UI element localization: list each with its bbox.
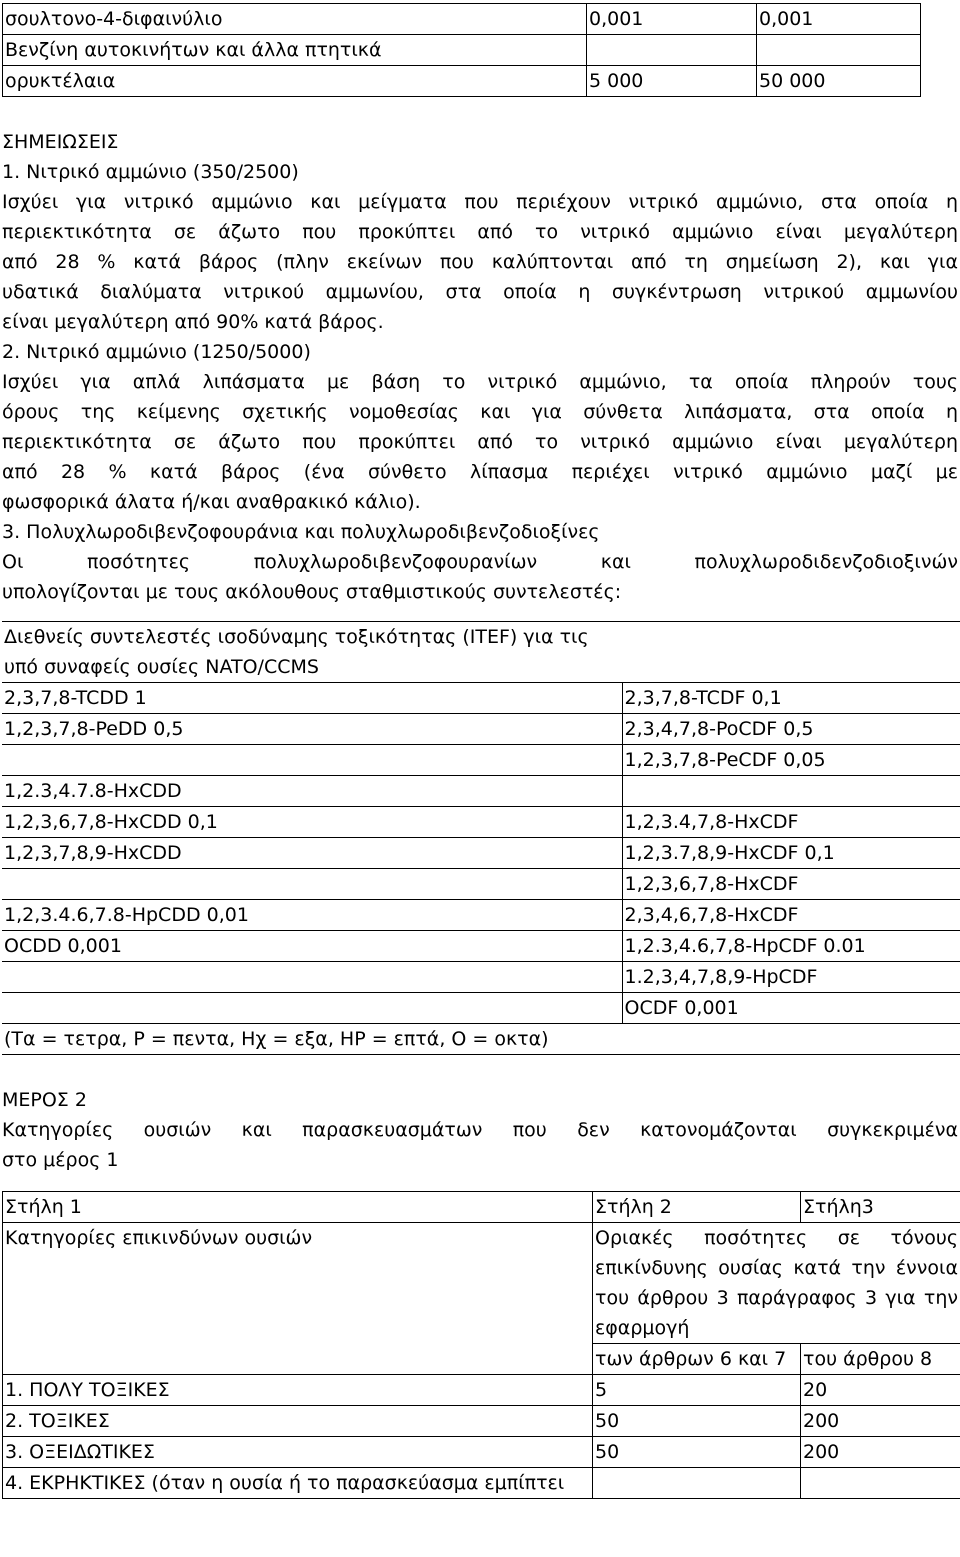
table-cell: 0,001 (757, 4, 921, 35)
itef-left-cell: 1,2,3,6,7,8-HxCDD 0,1 (2, 807, 622, 838)
category-cell (801, 1468, 960, 1499)
table-cell: 50 000 (757, 66, 921, 97)
note-line: είναι μεγαλύτερη από 90% κατά βάρος. (2, 311, 384, 333)
notes-section (2, 127, 958, 607)
itef-left-cell: 1,2,3,7,8,9-HxCDD (2, 838, 622, 869)
itef-row (2, 714, 960, 745)
category-row (3, 1437, 960, 1468)
note-line: Ισχύει για νιτρικό αμμώνιο και μείγματα που περιέχουν νιτρικό αμμώνιο, στα οποία η (2, 191, 958, 213)
table-row (3, 66, 921, 97)
table-row (3, 35, 921, 66)
category-cell: 200 (801, 1437, 960, 1468)
itef-right-cell: 1.2,3,4,7,8,9-HpCDF (622, 962, 960, 993)
col2-subheader: των άρθρων 6 και 7 (593, 1344, 801, 1375)
itef-right-cell: 1,2.3,4.6,7,8-HpCDF 0.01 (622, 931, 960, 962)
note-line: Ισχύει για απλά λιπάσματα με βάση το νιτρικό αμμώνιο, τα οποία πληρούν τους (2, 371, 958, 393)
itef-row (2, 869, 960, 900)
itef-right-cell: 1,2,3,7,8-PeCDF 0,05 (622, 745, 960, 776)
category-cell: 20 (801, 1375, 960, 1406)
category-cell (593, 1468, 801, 1499)
table-cell: σουλτονο-4-διφαινύλιο (3, 4, 587, 35)
category-cell: 200 (801, 1406, 960, 1437)
note-line: περιεκτικότητα σε άζωτο που προκύπτει από το νιτρικό αμμώνιο είναι μεγαλύτερη (2, 221, 958, 243)
part2-desc-line1: Κατηγορίες ουσιών και παρασκευασμάτων που δεν κατονομάζονται συγκεκριμένα (2, 1119, 958, 1141)
note-2-text (2, 367, 958, 517)
itef-table (2, 621, 960, 1055)
note-line: φωσφορικά άλατα ή/και αναθρακικό κάλιο). (2, 491, 421, 513)
table-cell (757, 35, 921, 66)
part2-section (2, 1085, 958, 1175)
itef-row (2, 683, 960, 714)
header-col1: Στήλη 1 (3, 1192, 593, 1223)
table-row (3, 4, 921, 35)
itef-title-line1: Διεθνείς συντελεστές ισοδύναμης τοξικότητας (ITEF) για τις (4, 626, 589, 648)
itef-left-cell (2, 869, 622, 900)
itef-right-cell (622, 776, 960, 807)
categories-label: Κατηγορίες επικινδύνων ουσιών (3, 1223, 593, 1375)
limits-description: Οριακές ποσότητες σε τόνους επικίνδυνης ουσίας κατά την έννοια του άρθρου 3 παράγραφος 3 για την εφαρμογή (593, 1223, 960, 1344)
category-cell: 5 (593, 1375, 801, 1406)
itef-row (2, 776, 960, 807)
itef-row (2, 993, 960, 1024)
note-line: Οι ποσότητες πολυχλωροδιβενζοφουρανίων και πολυχλωροδιδενζοδιοξινών (2, 551, 958, 573)
table-cell: 5 000 (587, 66, 757, 97)
col3-subheader: του άρθρου 8 (801, 1344, 960, 1375)
itef-title-line2: υπό συναφείς ουσίες NATO/CCMS (4, 656, 319, 678)
category-cell: 50 (593, 1406, 801, 1437)
substances-table (2, 3, 921, 97)
itef-left-cell: 1,2.3,4.7.8-HxCDD (2, 776, 622, 807)
category-cell: 1. ΠΟΛΥ ΤΟΞΙΚΕΣ (3, 1375, 593, 1406)
categories-table (2, 1191, 960, 1499)
note-line: από 28 % κατά βάρος (πλην εκείνων που καλύπτονται από τη σημείωση 2), και για (2, 251, 958, 273)
itef-row (2, 745, 960, 776)
category-row (3, 1468, 960, 1499)
table-cell (587, 35, 757, 66)
note-line: από 28 % κατά βάρος (ένα σύνθετο λίπασμα περιέχει νιτρικό αμμώνιο μαζί με (2, 461, 958, 483)
category-row (3, 1406, 960, 1437)
note-line: υδατικά διαλύματα νιτρικού αμμωνίου, στα οποία η συγκέντρωση νιτρικού αμμωνίου (2, 281, 958, 303)
itef-left-cell: OCDD 0,001 (2, 931, 622, 962)
itef-right-cell: 2,3,4,6,7,8-HxCDF (622, 900, 960, 931)
itef-right-cell: OCDF 0,001 (622, 993, 960, 1024)
note-line: υπολογίζονται με τους ακόλουθους σταθμιστικούς συντελεστές: (2, 581, 622, 603)
document-page (2, 3, 958, 1499)
itef-footnote: (Τα = τετρα, Ρ = πεντα, Ηχ = εξα, ΗΡ = επτά, Ο = οκτα) (2, 1024, 960, 1055)
note-line: περιεκτικότητα σε άζωτο που προκύπτει από το νιτρικό αμμώνιο είναι μεγαλύτερη (2, 431, 958, 453)
part2-heading: ΜΕΡΟΣ 2 (2, 1089, 87, 1111)
itef-left-cell (2, 745, 622, 776)
itef-left-cell: 1,2,3,7,8-PeDD 0,5 (2, 714, 622, 745)
itef-right-cell: 2,3,4,7,8-PoCDF 0,5 (622, 714, 960, 745)
itef-right-cell: 2,3,7,8-TCDF 0,1 (622, 683, 960, 714)
header-col3: Στήλη3 (801, 1192, 960, 1223)
table-cell: 0,001 (587, 4, 757, 35)
itef-row (2, 962, 960, 993)
itef-footnote-row (2, 1024, 960, 1055)
itef-left-cell (2, 962, 622, 993)
itef-right-cell: 1,2,3.4,7,8-HxCDF (622, 807, 960, 838)
category-cell: 50 (593, 1437, 801, 1468)
category-cell: 4. ΕΚΡΗΚΤΙΚΕΣ (όταν η ουσία ή το παρασκεύασμα εμπίπτει (3, 1468, 593, 1499)
itef-left-cell: 2,3,7,8-TCDD 1 (2, 683, 622, 714)
part2-desc-line2: στο μέρος 1 (2, 1149, 119, 1171)
itef-right-cell: 1,2,3,6,7,8-HxCDF (622, 869, 960, 900)
note-3-title: 3. Πολυχλωροδιβενζοφουράνια και πολυχλωροδιβενζοδιοξίνες (2, 521, 600, 543)
itef-row (2, 838, 960, 869)
note-line: όρους της κείμενης σχετικής νομοθεσίας και για σύνθετα λιπάσματα, στα οποία η (2, 401, 958, 423)
table-cell: Βενζίνη αυτοκινήτων και άλλα πτητικά (3, 35, 587, 66)
table-cell: ορυκτέλαια (3, 66, 587, 97)
itef-right-cell: 1,2,3.7,8,9-HxCDF 0,1 (622, 838, 960, 869)
header-col2: Στήλη 2 (593, 1192, 801, 1223)
category-cell: 2. ΤΟΞΙΚΕΣ (3, 1406, 593, 1437)
itef-row (2, 900, 960, 931)
note-2-title: 2. Νιτρικό αμμώνιο (1250/5000) (2, 341, 311, 363)
notes-heading: ΣΗΜΕΙΩΣΕΙΣ (2, 131, 119, 153)
note-1-text (2, 187, 958, 337)
itef-row (2, 931, 960, 962)
category-row (3, 1375, 960, 1406)
itef-row (2, 807, 960, 838)
note-1-title: 1. Νιτρικό αμμώνιο (350/2500) (2, 161, 299, 183)
itef-left-cell: 1,2,3.4.6,7.8-HpCDD 0,01 (2, 900, 622, 931)
note-3-text (2, 547, 958, 607)
category-cell: 3. ΟΞΕΙΔΩΤΙΚΕΣ (3, 1437, 593, 1468)
itef-left-cell (2, 993, 622, 1024)
